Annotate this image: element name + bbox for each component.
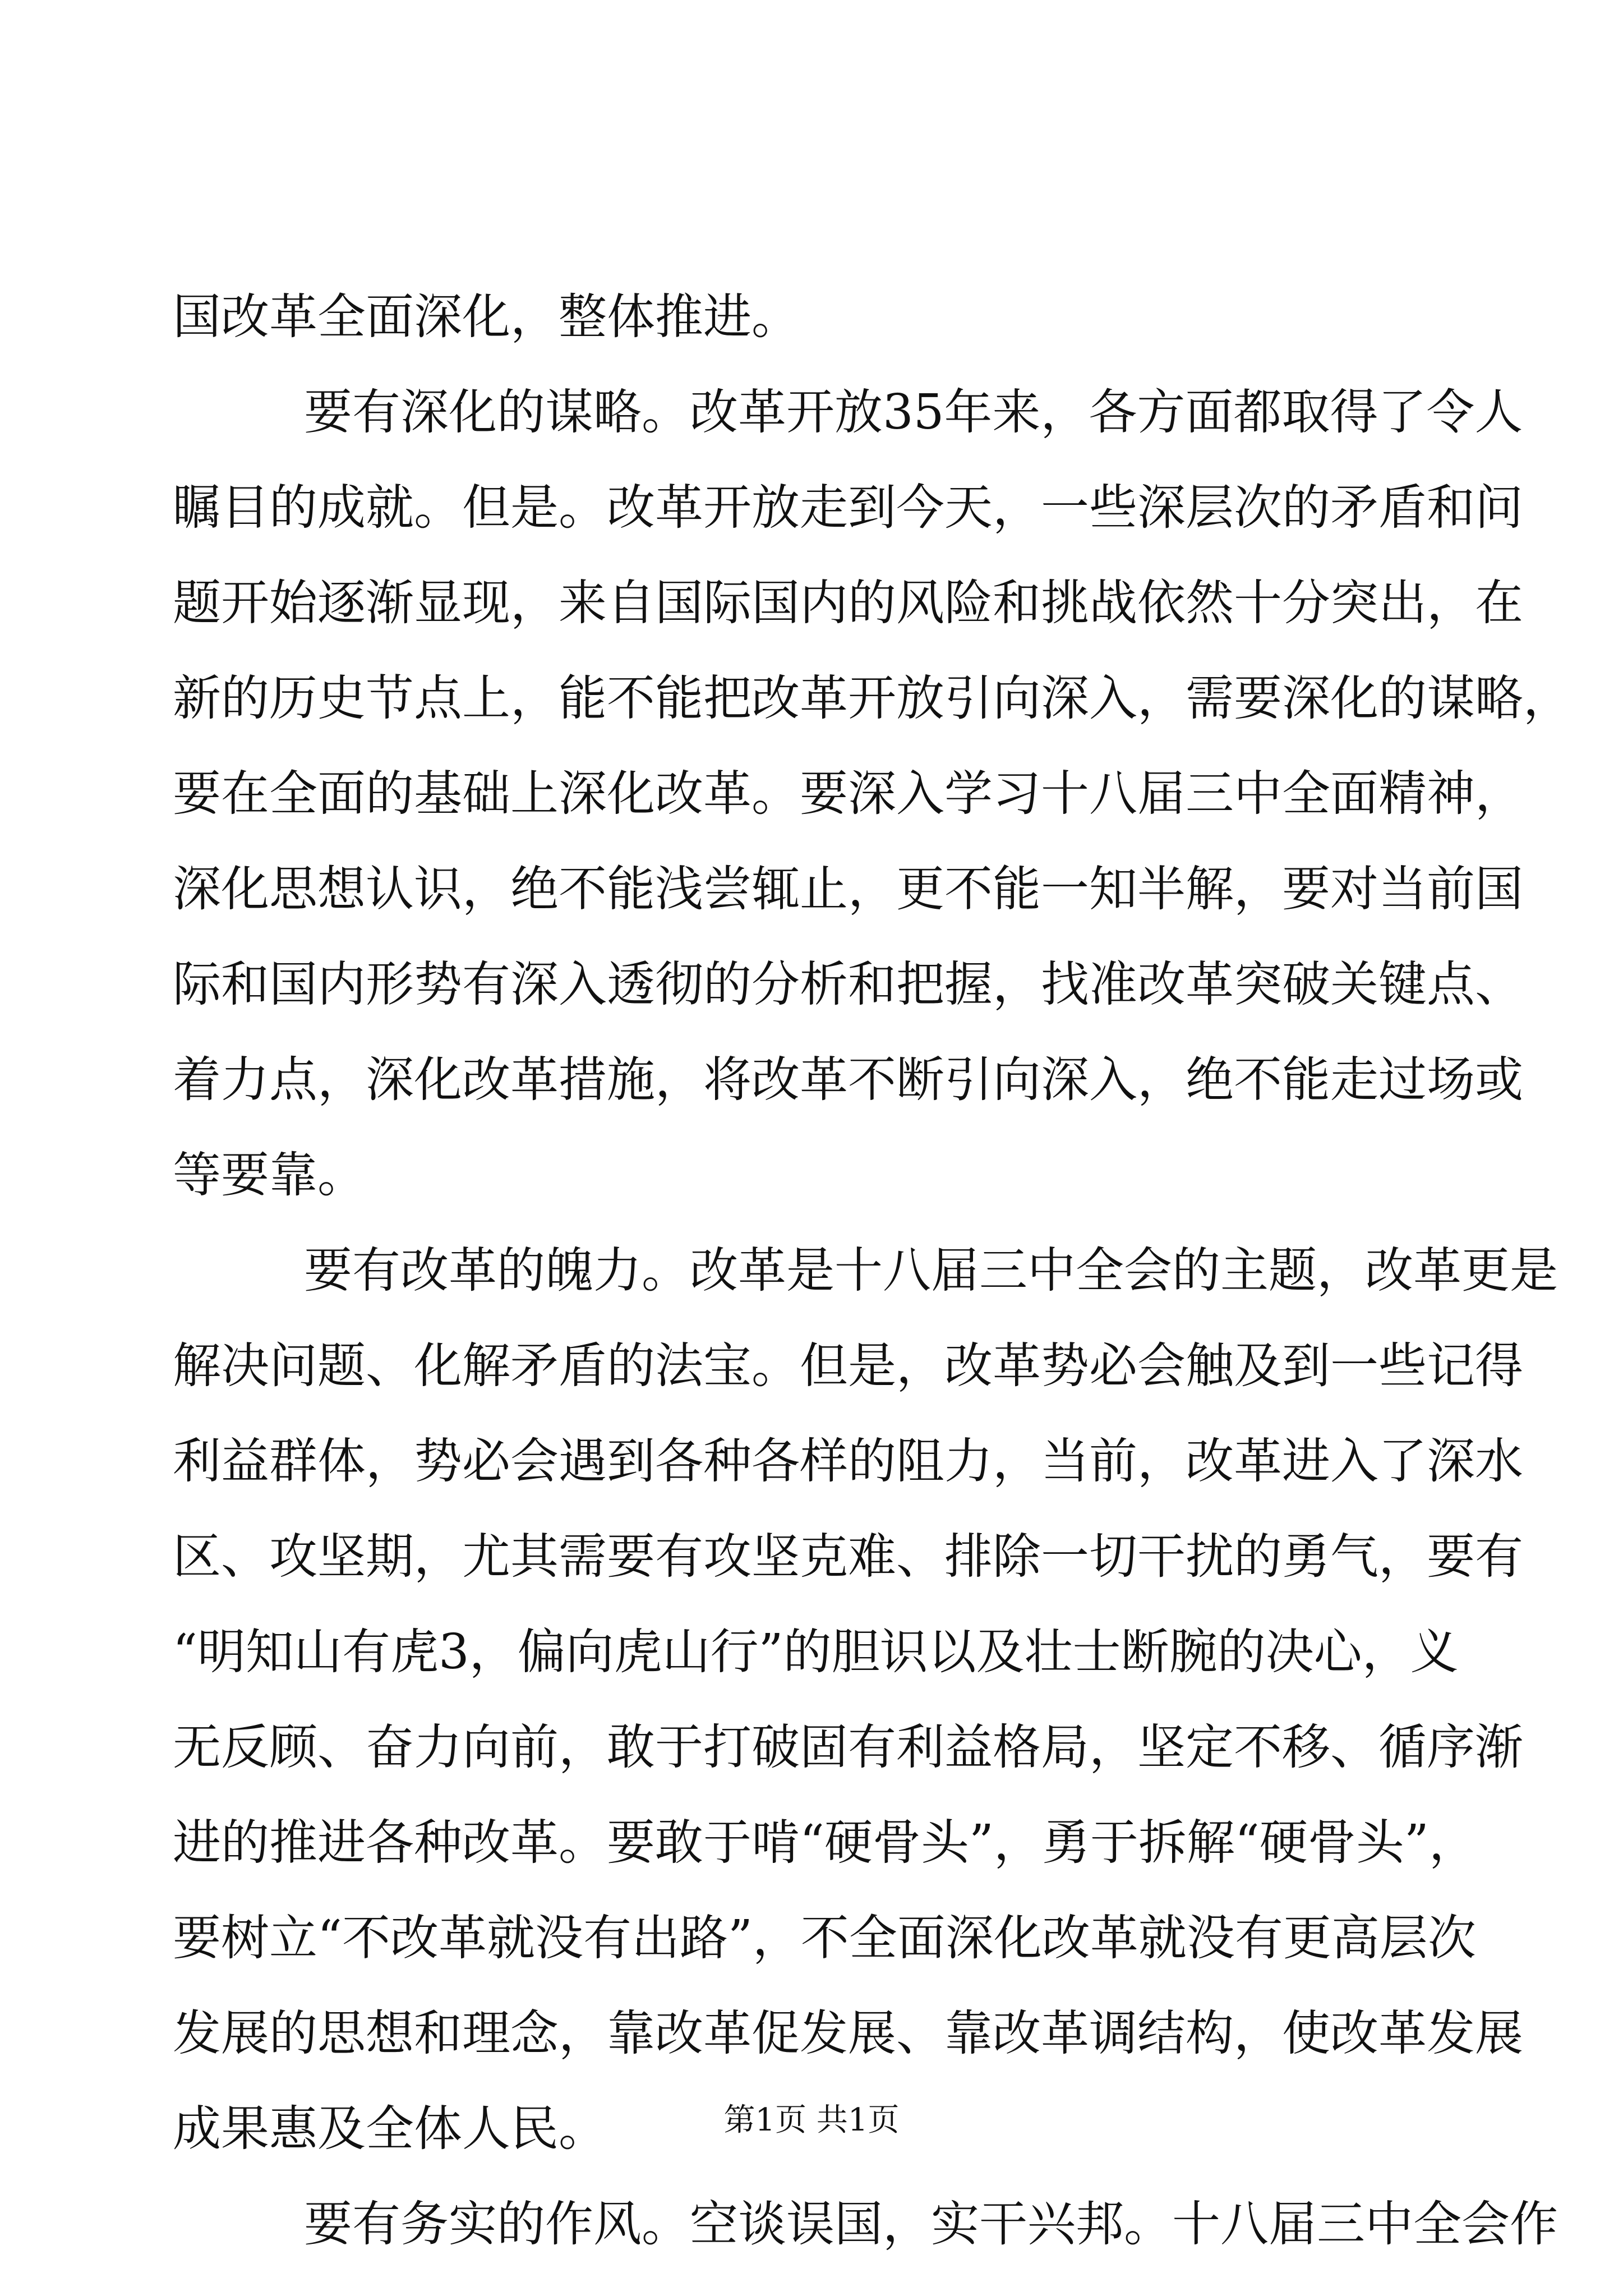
text-line: 进的推进各种改革。要敢于啃“硬骨头”，勇于拆解“硬骨头”， [173,1815,1477,1871]
text-line: 国改革全面深化，整体推进。 [173,289,800,345]
text-line: 利益群体，势必会遇到各种各样的阻力，当前，改革进入了深水 [173,1433,1523,1489]
text-line: 题开始逐渐显现，来自国际国内的风险和挑战依然十分突出，在 [173,575,1523,631]
text-line: 新的历史节点上，能不能把改革开放引向深入，需要深化的谋略， [173,670,1571,726]
paragraph-first-line: 要有改革的魄力。改革是十八届三中全会的主题，改革更是 [304,1243,1558,1299]
text-line: 解决问题、化解矛盾的法宝。但是，改革势必会触及到一些记得 [173,1338,1523,1394]
text-line: 成果惠及全体人民。 [173,2101,607,2157]
text-line: “明知山有虎3，偏向虎山行”的胆识以及壮士断腕的决心，义 [173,1624,1459,1680]
paragraph-first-line: 要有务实的作风。空谈误国，实干兴邦。十八届三中全会作 [304,2196,1558,2252]
text-line: 要树立“不改革就没有出路”，不全面深化改革就没有更高层次 [173,1910,1476,1966]
paragraph-first-line: 要有深化的谋略。改革开放35年来，各方面都取得了令人 [304,384,1523,440]
text-line: 区、攻坚期，尤其需要有攻坚克难、排除一切干扰的勇气，要有 [173,1529,1523,1585]
text-line: 着力点，深化改革措施，将改革不断引向深入，绝不能走过场或 [173,1052,1523,1108]
text-line: 际和国内形势有深入透彻的分析和把握，找准改革突破关键点、 [173,956,1523,1013]
page-number-label: 第1页 共1页 [723,2102,900,2138]
text-line: 深化思想认识，绝不能浅尝辄止，更不能一知半解，要对当前国 [173,861,1523,917]
text-line: 瞩目的成就。但是。改革开放走到今天，一些深层次的矛盾和问 [173,480,1523,536]
page-footer [0,2098,1623,2143]
text-line: 等要靠。 [173,1147,366,1203]
document-body [173,269,1571,2272]
text-line: 发展的思想和理念，靠改革促发展、靠改革调结构，使改革发展 [173,2005,1523,2062]
text-line: 无反顾、奋力向前，敢于打破固有利益格局，坚定不移、循序渐 [173,1719,1523,1775]
text-line: 要在全面的基础上深化改革。要深入学习十八届三中全面精神， [173,766,1523,822]
